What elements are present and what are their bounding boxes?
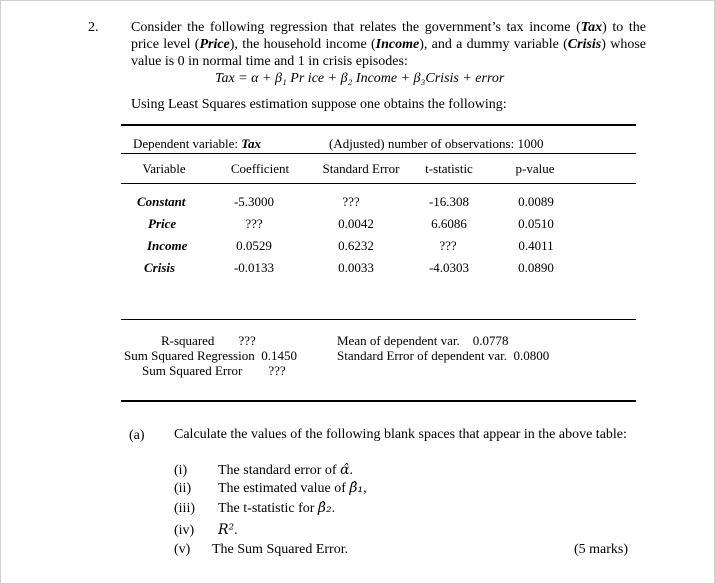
table-cell: 0.0042: [338, 216, 374, 231]
stat-se-dependent: Standard Error of dependent var. 0.0800: [337, 348, 550, 363]
intro-text: ), and a dummy variable (: [419, 37, 568, 52]
stat-mean-dependent: Mean of dependent var. 0.0778: [337, 333, 509, 348]
stat-r-squared: R-squared ???: [161, 333, 256, 348]
item-number: (iii): [174, 501, 195, 516]
item-number: (ii): [174, 481, 192, 496]
observations-label: (Adjusted) number of observations: 1000: [329, 136, 544, 151]
table-cell: 0.0033: [338, 260, 374, 275]
item-number: (v): [174, 542, 191, 557]
lead-in-text: Using Least Squares estimation suppose one obtains the following:: [131, 97, 507, 112]
part-a-label: (a): [129, 428, 145, 443]
table-cell: ???: [342, 194, 360, 209]
table-cell: ???: [439, 238, 457, 253]
var-price: Price: [199, 37, 230, 52]
intro-text: Consider the following regression that relates the government’s tax income (: [131, 20, 581, 35]
header-rule: [121, 153, 636, 154]
item-number: (iv): [174, 523, 195, 538]
table-cell: -5.3000: [233, 194, 275, 209]
item-v-text: The Sum Squared Error.: [212, 542, 349, 557]
table-cell: 0.6232: [338, 238, 374, 253]
table-row-constant-label: Constant: [137, 194, 186, 209]
table-bottom-rule: [121, 400, 636, 402]
var-tax: Tax: [580, 20, 603, 35]
stats-rule: [121, 319, 636, 320]
part-a-prompt: Calculate the values of the following blank spaces that appear in the above table:: [174, 427, 627, 442]
table-row-price-label: Price: [148, 216, 177, 231]
table-row-income-label: Income: [147, 238, 188, 253]
dependent-variable-label: Dependent variable: Tax: [133, 136, 262, 151]
table-cell: -16.308: [428, 194, 470, 209]
stat-sum-squared-regression: Sum Squared Regression 0.1450: [124, 348, 297, 363]
var-income: Income: [375, 37, 420, 52]
item-iii-text: The t-statistic for β̂₂.: [218, 500, 336, 516]
header-coefficient: Coefficient: [230, 161, 290, 176]
var-crisis: Crisis: [567, 37, 602, 52]
marks-label: (5 marks): [574, 542, 629, 557]
column-header-rule: [121, 183, 636, 184]
table-cell: -0.0133: [233, 260, 275, 275]
regression-equation: Tax = α + β₁ Pr ice + β₂ Income + β₃Crisis + error: [215, 71, 505, 86]
table-row-crisis-label: Crisis: [144, 260, 176, 275]
question-intro: [131, 19, 646, 70]
table-cell: 6.6086: [431, 216, 467, 231]
table-cell: 0.0510: [518, 216, 554, 231]
header-standard-error: Standard Error: [322, 161, 400, 176]
header-variable: Variable: [142, 161, 186, 176]
item-number: (i): [174, 463, 188, 478]
intro-text: ), the household income (: [229, 37, 376, 52]
table-cell: 0.0529: [236, 238, 272, 253]
table-cell: ???: [245, 216, 263, 231]
item-ii-text: The estimated value of β̂₁,: [218, 480, 367, 496]
header-t-statistic: t-statistic: [425, 161, 473, 176]
table-cell: 0.0890: [518, 260, 554, 275]
header-p-value: p-value: [515, 161, 555, 176]
table-top-rule: [121, 124, 636, 126]
item-i-text: The standard error of α̂.: [218, 462, 354, 478]
stat-sum-squared-error: Sum Squared Error ???: [142, 363, 286, 378]
table-cell: 0.4011: [518, 238, 554, 253]
intro-text: ) to the price level (: [131, 20, 647, 52]
item-iv-text: R².: [218, 522, 238, 538]
table-cell: -4.0303: [428, 260, 470, 275]
table-cell: 0.0089: [518, 194, 554, 209]
question-number: 2.: [88, 20, 99, 35]
intro-text: ) whose value is 0 in normal time and 1 in crisis episodes:: [131, 37, 646, 69]
